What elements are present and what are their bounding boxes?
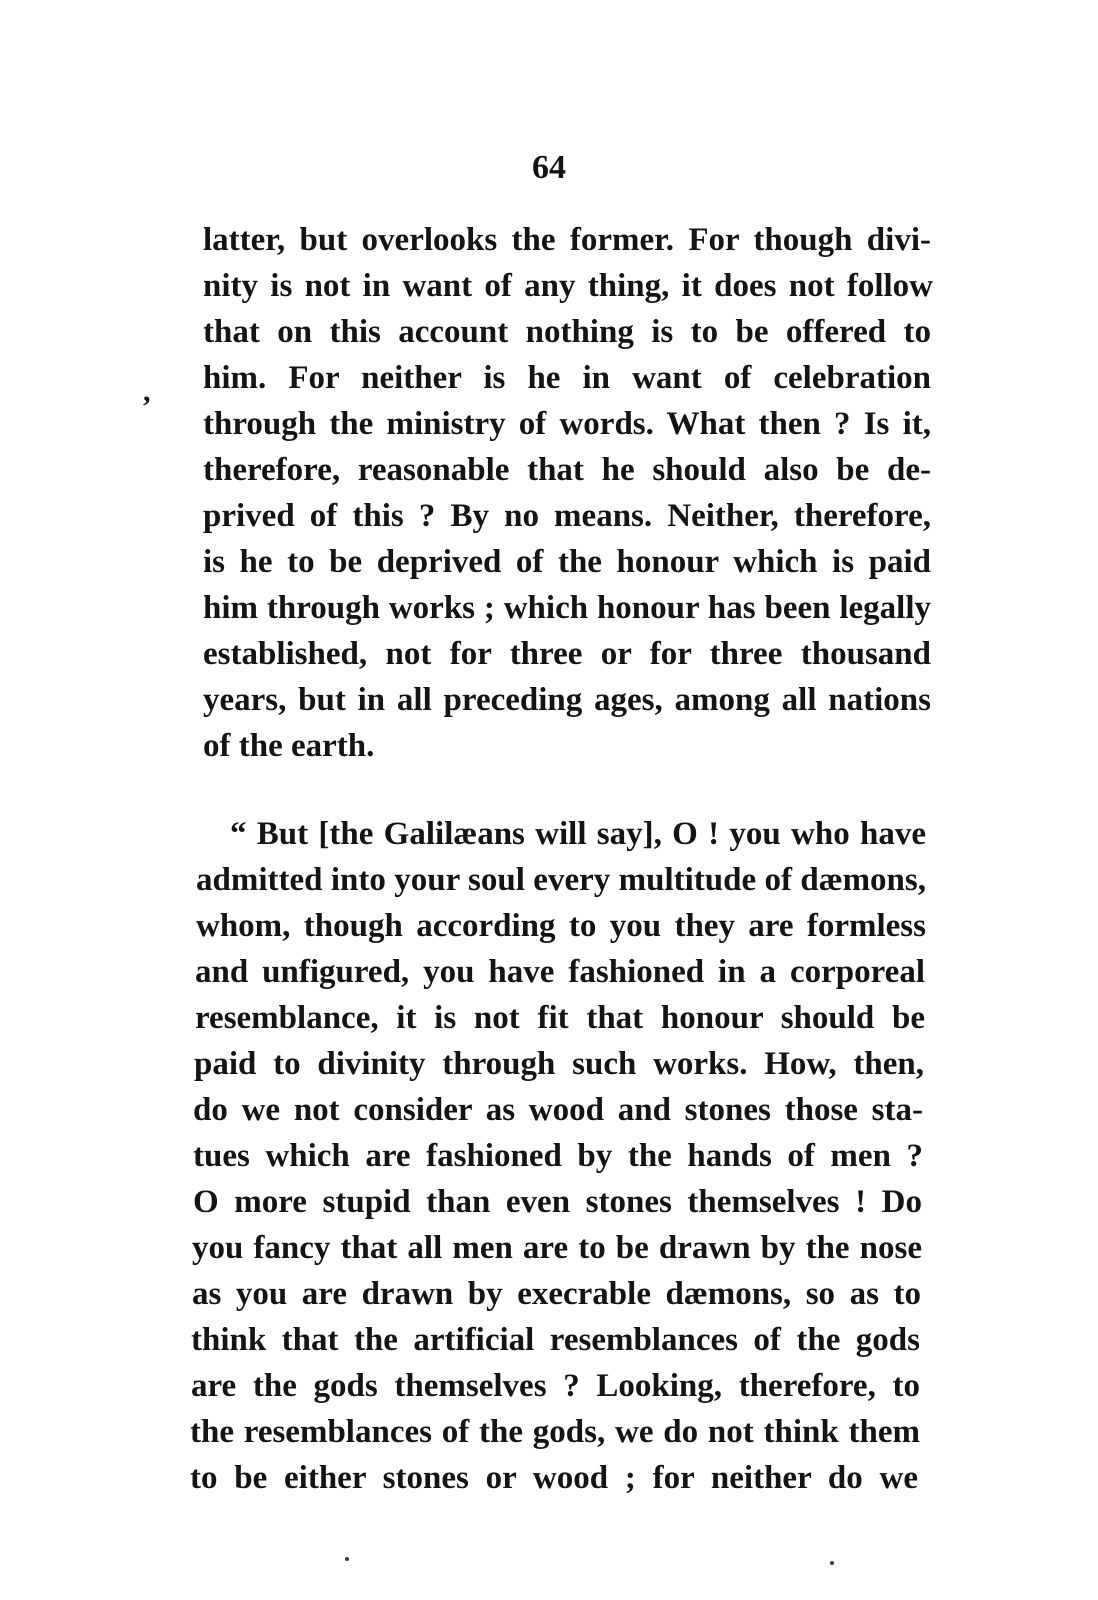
scan-speck <box>345 1557 349 1561</box>
text-line: through the ministry of words. What then ? Is it, <box>203 406 931 442</box>
text-line: “ But [the Galilæans will say], O ! you who have <box>230 816 926 852</box>
text-line: the resemblances of the gods, we do not think them <box>190 1414 920 1450</box>
text-line: established, not for three or for three thousand <box>203 636 931 672</box>
scan-speck <box>830 1561 834 1565</box>
text-line: you fancy that all men are to be drawn by the nose <box>192 1230 922 1266</box>
text-line: years, but in all preceding ages, among all nations <box>203 682 931 718</box>
text-line: resemblance, it is not fit that honour should be <box>195 1000 925 1036</box>
text-line: latter, but overlooks the former. For though divi- <box>203 222 931 258</box>
page-number: 64 <box>532 149 566 186</box>
text-line: therefore, reasonable that he should also be de- <box>203 452 931 488</box>
text-line: as you are drawn by execrable dæmons, so as to <box>192 1276 921 1312</box>
text-line: him. For neither is he in want of celebration <box>203 360 931 396</box>
text-line: nity is not in want of any thing, it does not follow <box>203 268 933 304</box>
text-line: tues which are fashioned by the hands of men ? <box>193 1138 923 1174</box>
text-line: whom, though according to you they are formless <box>196 908 926 944</box>
text-line: O more stupid than even stones themselves ! Do <box>193 1184 922 1220</box>
text-line: think that the artificial resemblances of the gods <box>191 1322 920 1358</box>
text-line: admitted into your soul every multitude of dæmons, <box>196 862 926 898</box>
text-line: him through works ; which honour has been legally <box>203 590 931 626</box>
text-line: prived of this ? By no means. Neither, therefore, <box>203 498 931 534</box>
text-line: of the earth. <box>203 728 375 764</box>
text-line: paid to divinity through such works. How, then, <box>194 1046 924 1082</box>
text-line: and unfigured, you have fashioned in a corporeal <box>195 954 925 990</box>
text-line: do we not consider as wood and stones those sta- <box>193 1092 923 1128</box>
text-line: is he to be deprived of the honour which is paid <box>203 544 931 580</box>
margin-mark: , <box>143 375 151 408</box>
text-line: that on this account nothing is to be offered to <box>203 314 931 350</box>
text-line: are the gods themselves ? Looking, therefore, to <box>191 1368 920 1404</box>
text-line: to be either stones or wood ; for neither do we <box>190 1460 918 1496</box>
